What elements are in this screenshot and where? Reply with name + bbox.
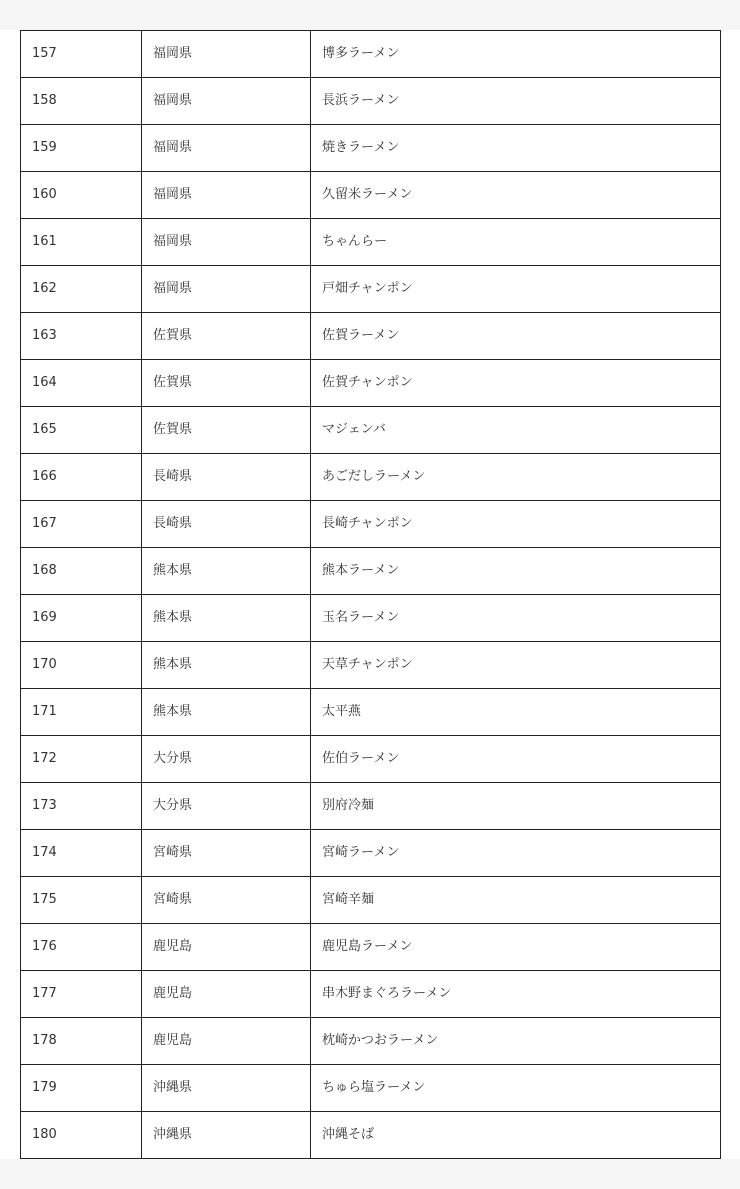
table-row xyxy=(21,689,721,736)
ramen-name-cell: あごだしラーメン xyxy=(311,454,721,501)
row-number-cell: 175 xyxy=(21,877,142,924)
ramen-name-cell: 久留米ラーメン xyxy=(311,172,721,219)
table-row xyxy=(21,360,721,407)
table-row xyxy=(21,924,721,971)
table-row xyxy=(21,266,721,313)
table-row xyxy=(21,830,721,877)
table-row xyxy=(21,407,721,454)
ramen-name-cell: 戸畑チャンポン xyxy=(311,266,721,313)
row-number-cell: 163 xyxy=(21,313,142,360)
ramen-name-cell: 天草チャンポン xyxy=(311,642,721,689)
row-number-cell: 158 xyxy=(21,78,142,125)
row-number-cell: 161 xyxy=(21,219,142,266)
prefecture-cell: 長崎県 xyxy=(142,501,311,548)
ramen-name-cell: 佐賀ラーメン xyxy=(311,313,721,360)
table-row xyxy=(21,736,721,783)
prefecture-cell: 沖縄県 xyxy=(142,1112,311,1159)
table-row xyxy=(21,971,721,1018)
table-row xyxy=(21,642,721,689)
row-number-cell: 177 xyxy=(21,971,142,1018)
ramen-name-cell: 焼きラーメン xyxy=(311,125,721,172)
table-row xyxy=(21,595,721,642)
prefecture-cell: 宮崎県 xyxy=(142,877,311,924)
ramen-name-cell: 別府冷麺 xyxy=(311,783,721,830)
ramen-name-cell: 長浜ラーメン xyxy=(311,78,721,125)
table-row xyxy=(21,219,721,266)
row-number-cell: 179 xyxy=(21,1065,142,1112)
table-row xyxy=(21,1112,721,1159)
prefecture-cell: 佐賀県 xyxy=(142,313,311,360)
prefecture-cell: 大分県 xyxy=(142,736,311,783)
row-number-cell: 157 xyxy=(21,31,142,78)
ramen-name-cell: 沖縄そば xyxy=(311,1112,721,1159)
ramen-name-cell: ちゅら塩ラーメン xyxy=(311,1065,721,1112)
prefecture-cell: 福岡県 xyxy=(142,31,311,78)
ramen-name-cell: 佐伯ラーメン xyxy=(311,736,721,783)
table-row xyxy=(21,501,721,548)
prefecture-cell: 鹿児島 xyxy=(142,971,311,1018)
ramen-name-cell: ちゃんらー xyxy=(311,219,721,266)
ramen-name-cell: 玉名ラーメン xyxy=(311,595,721,642)
ramen-name-cell: 熊本ラーメン xyxy=(311,548,721,595)
row-number-cell: 167 xyxy=(21,501,142,548)
table-row xyxy=(21,783,721,830)
ramen-name-cell: 博多ラーメン xyxy=(311,31,721,78)
row-number-cell: 168 xyxy=(21,548,142,595)
row-number-cell: 162 xyxy=(21,266,142,313)
row-number-cell: 174 xyxy=(21,830,142,877)
prefecture-cell: 熊本県 xyxy=(142,595,311,642)
ramen-table-body xyxy=(21,31,721,1159)
prefecture-cell: 熊本県 xyxy=(142,548,311,595)
ramen-name-cell: 枕崎かつおラーメン xyxy=(311,1018,721,1065)
ramen-name-cell: マジェンバ xyxy=(311,407,721,454)
row-number-cell: 166 xyxy=(21,454,142,501)
row-number-cell: 159 xyxy=(21,125,142,172)
table-row xyxy=(21,454,721,501)
row-number-cell: 178 xyxy=(21,1018,142,1065)
row-number-cell: 170 xyxy=(21,642,142,689)
table-row xyxy=(21,172,721,219)
prefecture-cell: 熊本県 xyxy=(142,642,311,689)
row-number-cell: 164 xyxy=(21,360,142,407)
ramen-name-cell: 太平燕 xyxy=(311,689,721,736)
prefecture-cell: 福岡県 xyxy=(142,266,311,313)
prefecture-cell: 鹿児島 xyxy=(142,1018,311,1065)
ramen-name-cell: 宮崎ラーメン xyxy=(311,830,721,877)
row-number-cell: 160 xyxy=(21,172,142,219)
row-number-cell: 165 xyxy=(21,407,142,454)
ramen-table xyxy=(20,30,721,1159)
row-number-cell: 180 xyxy=(21,1112,142,1159)
table-row xyxy=(21,78,721,125)
prefecture-cell: 福岡県 xyxy=(142,172,311,219)
prefecture-cell: 長崎県 xyxy=(142,454,311,501)
ramen-name-cell: 佐賀チャンポン xyxy=(311,360,721,407)
prefecture-cell: 沖縄県 xyxy=(142,1065,311,1112)
row-number-cell: 172 xyxy=(21,736,142,783)
ramen-name-cell: 宮崎辛麺 xyxy=(311,877,721,924)
page-content xyxy=(0,30,740,1159)
prefecture-cell: 鹿児島 xyxy=(142,924,311,971)
ramen-name-cell: 長崎チャンポン xyxy=(311,501,721,548)
table-row xyxy=(21,1018,721,1065)
table-row xyxy=(21,313,721,360)
table-row xyxy=(21,31,721,78)
prefecture-cell: 福岡県 xyxy=(142,125,311,172)
table-row xyxy=(21,125,721,172)
prefecture-cell: 福岡県 xyxy=(142,219,311,266)
prefecture-cell: 佐賀県 xyxy=(142,407,311,454)
row-number-cell: 171 xyxy=(21,689,142,736)
prefecture-cell: 熊本県 xyxy=(142,689,311,736)
table-row xyxy=(21,548,721,595)
table-row xyxy=(21,877,721,924)
row-number-cell: 173 xyxy=(21,783,142,830)
prefecture-cell: 大分県 xyxy=(142,783,311,830)
prefecture-cell: 佐賀県 xyxy=(142,360,311,407)
row-number-cell: 176 xyxy=(21,924,142,971)
prefecture-cell: 福岡県 xyxy=(142,78,311,125)
prefecture-cell: 宮崎県 xyxy=(142,830,311,877)
row-number-cell: 169 xyxy=(21,595,142,642)
ramen-name-cell: 鹿児島ラーメン xyxy=(311,924,721,971)
table-row xyxy=(21,1065,721,1112)
ramen-name-cell: 串木野まぐろラーメン xyxy=(311,971,721,1018)
